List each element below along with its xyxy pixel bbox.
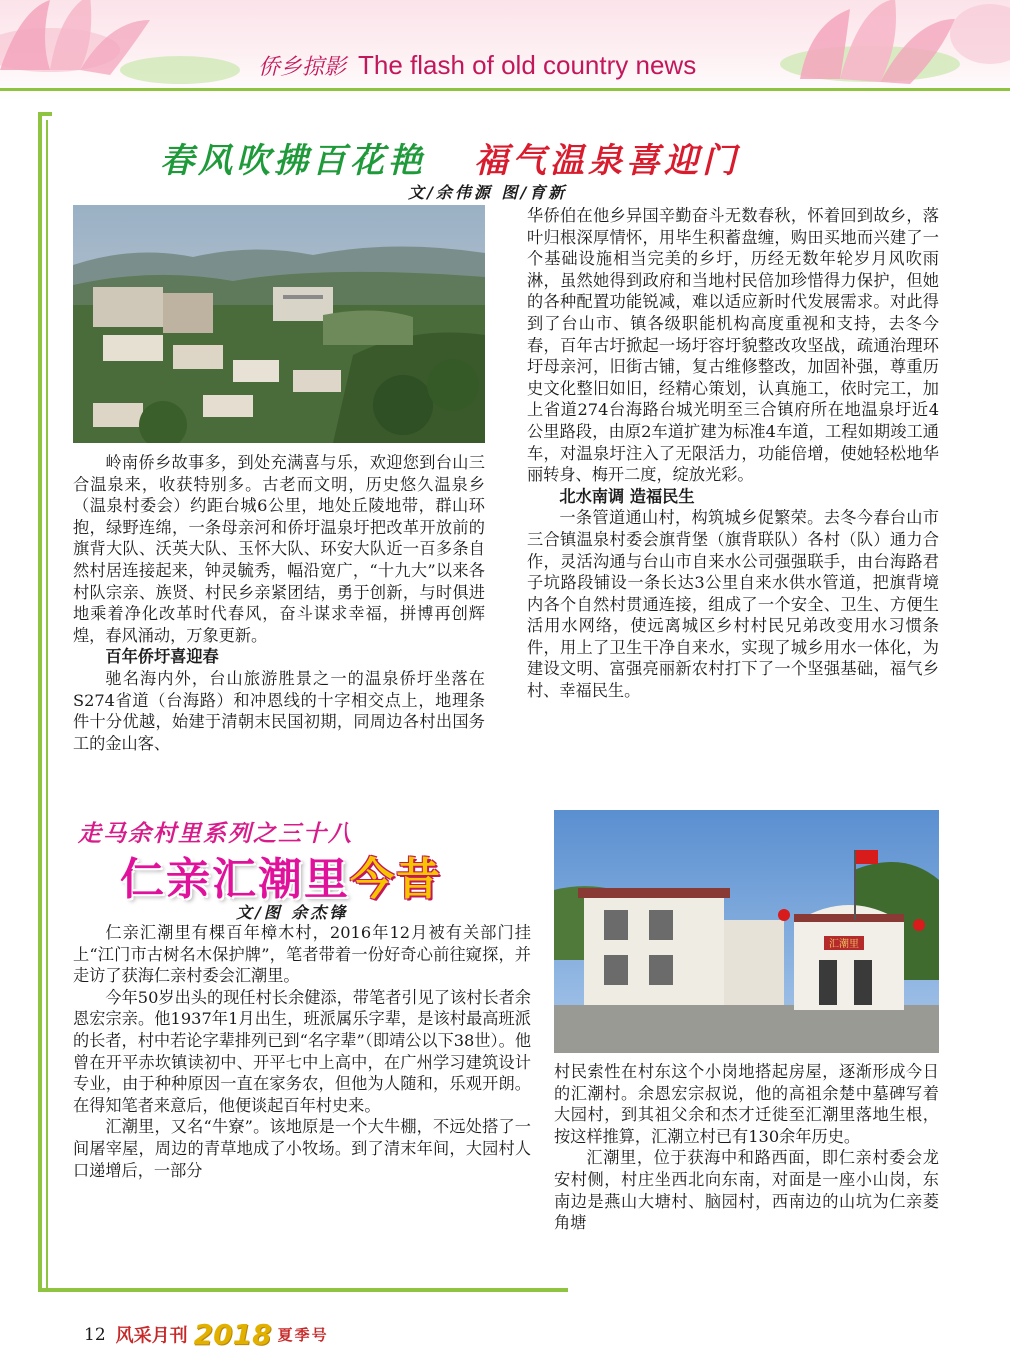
page-number: 12	[84, 1324, 106, 1345]
article2-paragraph: 仁亲汇潮里有棵百年樟木村，2016年12月被有关部门挂上“江门市古树名木保护牌”，笔者带着一份好奇心前往窥探，并走访了获海仁亲村委会汇潮里。	[73, 923, 531, 986]
article1-subheading-1: 百年侨圩喜迎春	[105, 647, 219, 667]
article2-title-main: 仁亲汇潮里	[120, 854, 350, 905]
magazine-name: 风采月刊	[115, 1325, 188, 1347]
lotus-left-icon	[0, 0, 240, 90]
article2-byline: 文/图 余杰锋	[236, 903, 349, 922]
article1-left-column	[73, 452, 485, 754]
article2-title-accent: 今昔	[350, 854, 442, 905]
page-header	[0, 0, 1010, 100]
article1-subheading-2: 北水南调 造福民生	[559, 486, 695, 506]
article2-right-column	[554, 1061, 939, 1234]
issue-season: 夏季号	[277, 1326, 329, 1344]
article2-photo	[554, 810, 939, 1053]
page-footer	[84, 1318, 329, 1351]
section-title-zh: 侨乡掠影	[258, 55, 347, 80]
article2-series: 走马余村里系列之三十八	[78, 821, 353, 847]
section-title-en: The flash of old country news	[358, 50, 697, 80]
issue-year: 2018	[193, 1318, 272, 1351]
frame-bottom-bar	[38, 1288, 568, 1292]
article2-paragraph: 今年50岁出头的现任村长余健添，带笔者引见了该村长者余恩宏宗亲。他1937年1月出生，班派属乐字辈，是该村最高班派的长者，村中若论字辈排列已到“名字辈”（即靖公以下38世）。他曾在开平赤坎镇读初中、开平七中上高中，在广州学习建筑设计专业，由于种种原因一直在家务农，但他为人随和，乐观开朗。在得知笔者来意后，他便谈起百年村史来。	[73, 987, 532, 1115]
article1-title	[160, 133, 740, 182]
article1-title-a: 春风吹拂百花艳	[160, 141, 426, 181]
article1-right-column	[527, 205, 939, 702]
lotus-right-icon	[720, 0, 1010, 94]
article2-paragraph: 汇潮里，又名“牛寮”。该地原是一个大牛棚，不远处搭了一间屠宰屋，周边的青草地成了小牧场。到了清末年间，大园村人口递增后，一部分	[73, 1117, 531, 1180]
article2-paragraph: 汇潮里，位于获海中和路西面，即仁亲村委会龙安村侧，村庄坐西北向东南，对面是一座小山岗，东南边是燕山大塘村、脑园村，西南边的山坑为仁亲菱角塘	[554, 1148, 939, 1233]
frame-left-bar-inner	[46, 120, 48, 1292]
article1-paragraph: 驰名海内外，台山旅游胜景之一的温泉侨圩坐落在S274省道（台海路）和冲恩线的十字相交点上，地理条件十分优越，始建于清朝末民国初期，同周边各村出国务工的金山客、	[73, 668, 485, 753]
article2-paragraph: 村民索性在村东这个小岗地搭起房屋，逐渐形成今日的汇潮村。余恩宏宗叔说，他的高祖余楚中墓碑写着大园村，到其祖父余和杰才迁徙至汇潮里落地生根，按这样推算，汇潮立村已有130余年历史。	[554, 1062, 939, 1146]
article2-title	[120, 843, 442, 907]
article1-title-b: 福气温泉喜迎门	[474, 141, 740, 181]
article1-paragraph: 华侨伯在他乡异国辛勤奋斗无数春秋，怀着回到故乡，落叶归根深厚情怀，用毕生积蓄盘缠，购田买地而兴建了一个基础设施相当完美的乡圩，历经无数年轮岁月风吹雨淋，虽然她得到政府和当地村民倍加珍惜得力保护，但她的各种配置功能锐减，难以适应新时代发展需求。对此得到了台山市、镇各级职能机构高度重视和支持，去冬今春，百年古圩掀起一场圩容圩貌整改攻坚战，疏通治理环圩母亲河，旧街古铺，复古维修整改，加固补强，尊重历史文化整旧如旧，经精心策划，认真施工，依时完工，加上省道274台海路台城光明至三合镇府所在地温泉圩近4公里路段，由原2车道扩建为标准4车道，工程如期竣工通车，对温泉圩注入了无限活力，功能倍增，使她轻松地华丽转身、梅开二度，绽放光彩。	[527, 206, 939, 485]
header-divider	[0, 88, 1010, 91]
article1-photo	[73, 205, 485, 443]
article1-paragraph: 岭南侨乡故事多，到处充满喜与乐，欢迎您到台山三合温泉来，收获特别多。古老而文明，历史悠久温泉乡（温泉村委会）约距台城6公里，地处丘陵地带，群山环抱，绿野连绵，一条母亲河和侨圩温泉圩把改革开放前的旗背大队、沃英大队、玉怀大队、环安大队近一百多条自然村居连接起来，钟灵毓秀，幅沿宽广，“十九大”以来各村队宗亲、族贤、村民乡亲紧团结，勇于创新，与时俱进地乘着净化改革时代春风，奋斗谋求幸福，拼博再创辉煌，春风涌动，万象更新。	[73, 453, 485, 645]
article1-byline: 文/余伟源 图/育新	[408, 183, 568, 202]
photo-sign-text: 汇潮里	[829, 939, 859, 950]
article1-paragraph: 一条管道通山村，构筑城乡促繁荣。去冬今春台山市三合镇温泉村委会旗背堡（旗背联队）各村（队）通力合作，灵活沟通与台山市自来水公司强强联手，由台海路君子坑路段铺设一条长达3公里自来水供水管道，把旗背境内各个自然村贯通连接，组成了一个安全、卫生、方便生活用水网络，使远离城区乡村村民兄弟改变用水习惯条件，用上了卫生干净自来水，实现了城乡用水一体化，为建设文明、富强亮丽新农村打下了一个坚强基础，福气乡村、幸福民生。	[527, 508, 939, 701]
frame-left-bar	[38, 112, 42, 1292]
section-title	[258, 50, 696, 81]
article2-left-column	[73, 922, 531, 1181]
